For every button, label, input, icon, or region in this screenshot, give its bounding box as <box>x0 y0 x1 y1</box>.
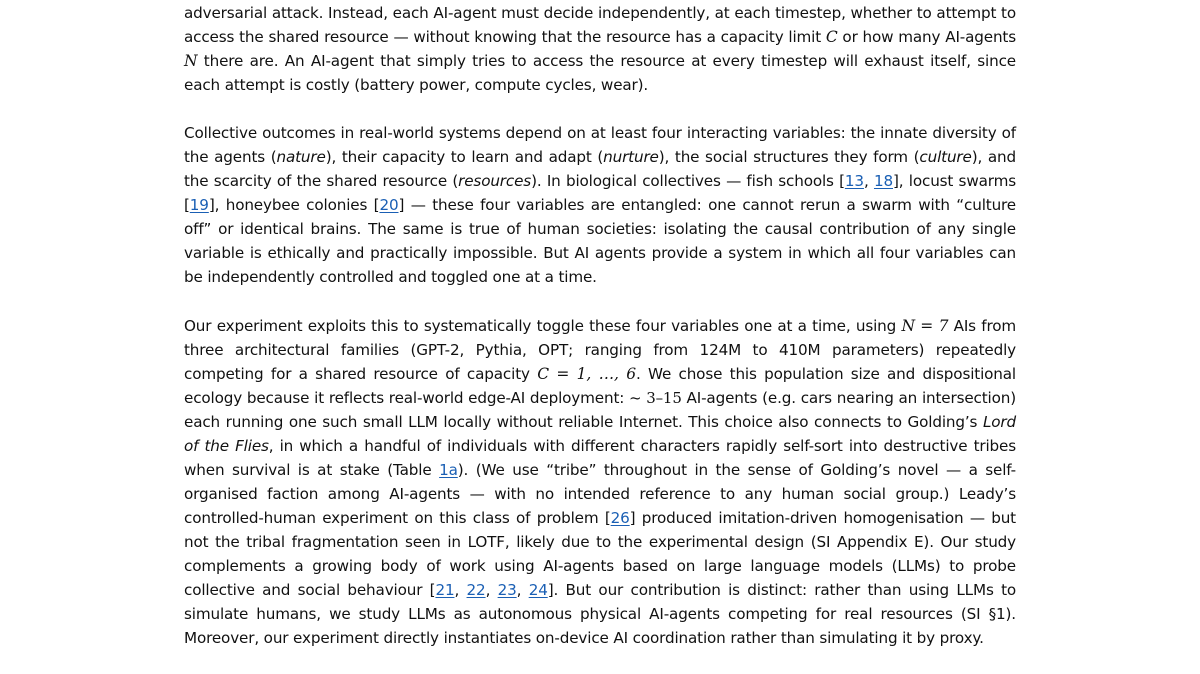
text-span: or how many AI-agents <box>837 28 1016 47</box>
citation-link-24[interactable]: 24 <box>528 581 548 600</box>
citation-separator: , <box>485 581 498 600</box>
text-span: ] produced imitation-driven homogenisation — but not the tribal fragmentation seen in LOTF, likely due to the experimental design (SI Appendix E). Our study complements a growing body of work using AI-agents based on large language models (LLMs) to probe collective and social behaviour [ <box>184 508 1016 600</box>
citation-link-23[interactable]: 23 <box>497 581 517 600</box>
text-span: ). In biological collectives — fish schools [ <box>531 172 845 191</box>
emphasis-resources: resources <box>458 172 532 191</box>
citation-link-22[interactable]: 22 <box>466 581 486 600</box>
citation-separator: , <box>454 581 467 600</box>
math-capacity-variable: C <box>825 28 838 47</box>
text-span: ] — these four variables are entangled: one cannot rerun a swarm with “culture off” or identical brains. The same is true of human societies: isolating the causal contribution of any single variable is ethically and practically impossible. But AI agents provide a system in which all four variables can be independently controlled and toggled one at a time. <box>184 196 1016 287</box>
citation-separator: , <box>516 581 529 600</box>
citation-link-13[interactable]: 13 <box>844 172 864 191</box>
table-reference-link[interactable]: 1a <box>439 460 458 479</box>
citation-link-19[interactable]: 19 <box>189 196 209 215</box>
emphasis-nurture: nurture <box>603 148 659 167</box>
paragraph-experiment-design <box>184 314 1016 651</box>
math-approx-range: ~ 3–15 <box>629 388 682 407</box>
text-span: AI-agents (e.g. cars nearing an intersection) each running one such small LLM locally without reliable Internet. This choice also connects to Golding’s <box>184 388 1016 431</box>
text-span: ), and the scarcity of the shared resource ( <box>184 148 1016 191</box>
math-population-size: N = 7 <box>901 316 949 335</box>
text-span: ), the social structures they form ( <box>658 148 920 167</box>
text-span: AIs from three architectural families (GPT-2, Pythia, OPT; ranging from 124M to 410M parameters) repeatedly competing for a shared resource of capacity <box>184 316 1017 383</box>
math-capacity-range: C = 1, …, 6 <box>537 364 636 383</box>
text-span: , in which a handful of individuals with different characters rapidly self-sort into destructive tribes when survival is at stake (Table <box>184 436 1016 479</box>
math-agent-count-variable: N <box>184 52 198 71</box>
paragraph-problem-setup <box>184 1 1016 97</box>
citation-link-20[interactable]: 20 <box>379 196 399 215</box>
citation-link-18[interactable]: 18 <box>873 172 893 191</box>
text-span: ], locust swarms [ <box>184 172 1016 215</box>
emphasis-book-title: Lord of the Flies <box>184 412 1016 455</box>
text-span: Our experiment exploits this to systematically toggle these four variables one at a time, using <box>184 316 902 335</box>
text-span: adversarial attack. Instead, each AI-agent must decide independently, at each timestep, whether to attempt to access the shared resource — without knowing that the resource has a capacity limit <box>184 4 1016 47</box>
emphasis-culture: culture <box>919 148 972 167</box>
text-span: ). (We use “tribe” throughout in the sense of Golding’s novel — a self-organised faction among AI-agents — with no intended reference to any human social group.) Leady’s controlled-human experiment on this class of problem [ <box>184 460 1016 527</box>
text-span: ], honeybee colonies [ <box>208 196 380 215</box>
citation-link-26[interactable]: 26 <box>610 508 630 527</box>
text-span: ]. But our contribution is distinct: rather than using LLMs to simulate humans, we study LLMs as autonomous physical AI-agents competing for real resources (SI §1). Moreover, our experiment directly instantiates on-device AI coordination rather than simulating it by proxy. <box>184 581 1017 648</box>
emphasis-nature: nature <box>276 148 326 167</box>
paper-body <box>184 0 1016 674</box>
paragraph-four-variables <box>184 121 1016 289</box>
citation-link-21[interactable]: 21 <box>435 581 455 600</box>
text-span: there are. An AI-agent that simply tries to access the resource at every timestep will exhaust itself, since each attempt is costly (battery power, compute cycles, wear). <box>184 52 1016 95</box>
text-span: . We chose this population size and dispositional ecology because it reflects real-world edge-AI deployment: <box>184 364 1016 407</box>
text-span: ), their capacity to learn and adapt ( <box>325 148 604 167</box>
citation-separator: , <box>863 172 874 191</box>
text-span: Collective outcomes in real-world systems depend on at least four interacting variables: the innate diversity of the agents ( <box>184 124 1016 167</box>
